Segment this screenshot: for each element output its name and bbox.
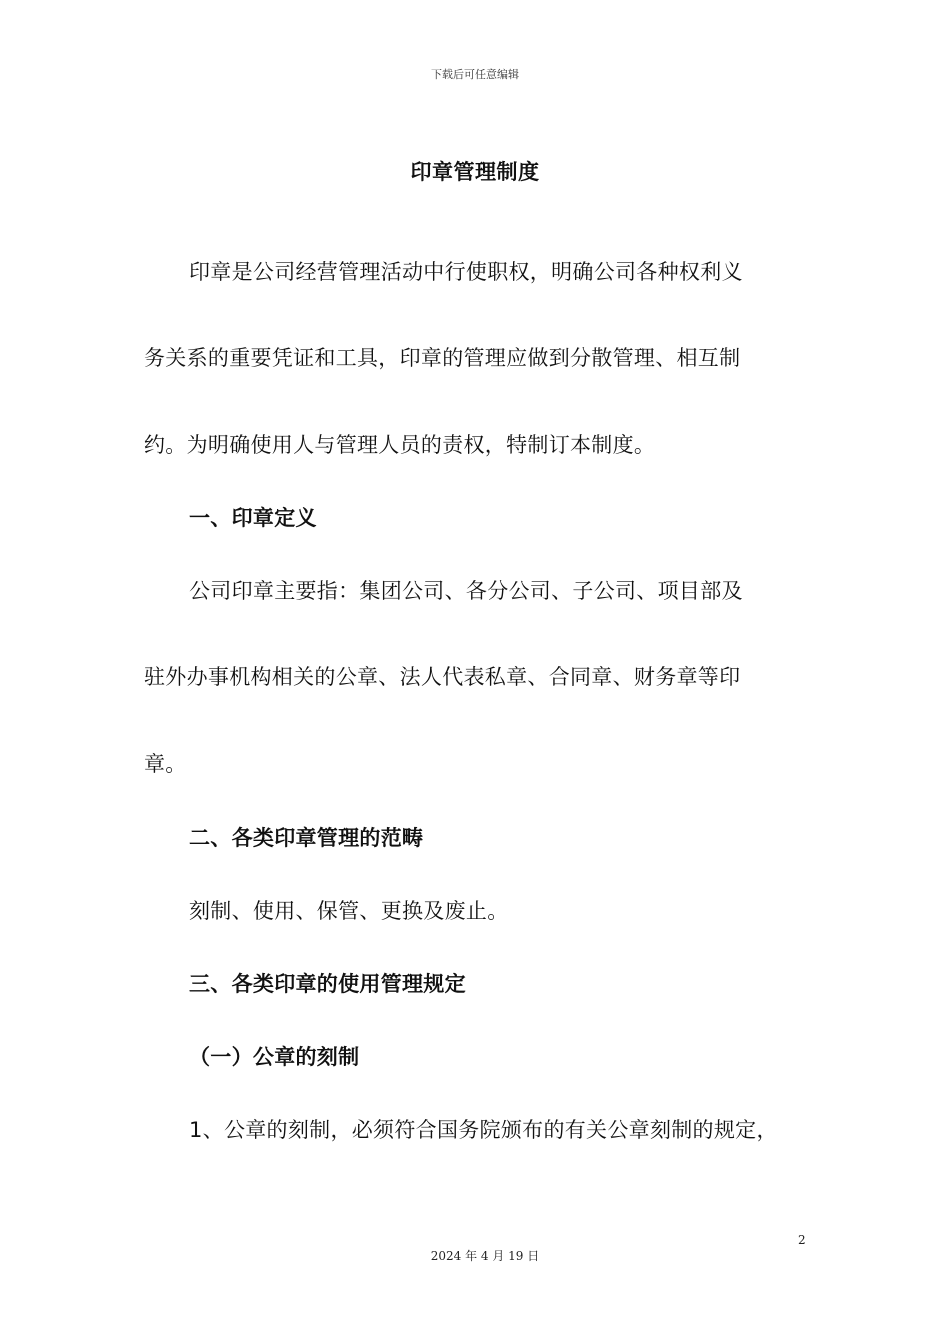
paragraph-line: 章。 bbox=[144, 752, 187, 776]
section-heading-1: 一、印章定义 bbox=[189, 506, 317, 530]
paragraph-line: 刻制、使用、保管、更换及废止。 bbox=[189, 899, 509, 923]
paragraph-line: 务关系的重要凭证和工具，印章的管理应做到分散管理、相互制 bbox=[144, 346, 741, 370]
paragraph-line: 驻外办事机构相关的公章、法人代表私章、合同章、财务章等印 bbox=[144, 665, 741, 689]
page-number: 2 bbox=[798, 1233, 806, 1247]
paragraph-line: 公司印章主要指：集团公司、各分公司、子公司、项目部及 bbox=[189, 579, 743, 603]
paragraph-line: 1、公章的刻制，必须符合国务院颁布的有关公章刻制的规定， bbox=[189, 1118, 778, 1142]
header-note: 下载后可任意编辑 bbox=[431, 68, 519, 81]
document-title: 印章管理制度 bbox=[410, 160, 540, 184]
paragraph-line: 约。为明确使用人与管理人员的责权，特制订本制度。 bbox=[144, 433, 656, 457]
subsection-heading: （一）公章的刻制 bbox=[189, 1045, 360, 1069]
paragraph-line: 印章是公司经营管理活动中行使职权，明确公司各种权利义 bbox=[189, 260, 743, 284]
footer-date: 2024 年 4 月 19 日 bbox=[430, 1249, 540, 1263]
section-heading-2: 二、各类印章管理的范畴 bbox=[189, 826, 424, 850]
section-heading-3: 三、各类印章的使用管理规定 bbox=[189, 972, 466, 996]
